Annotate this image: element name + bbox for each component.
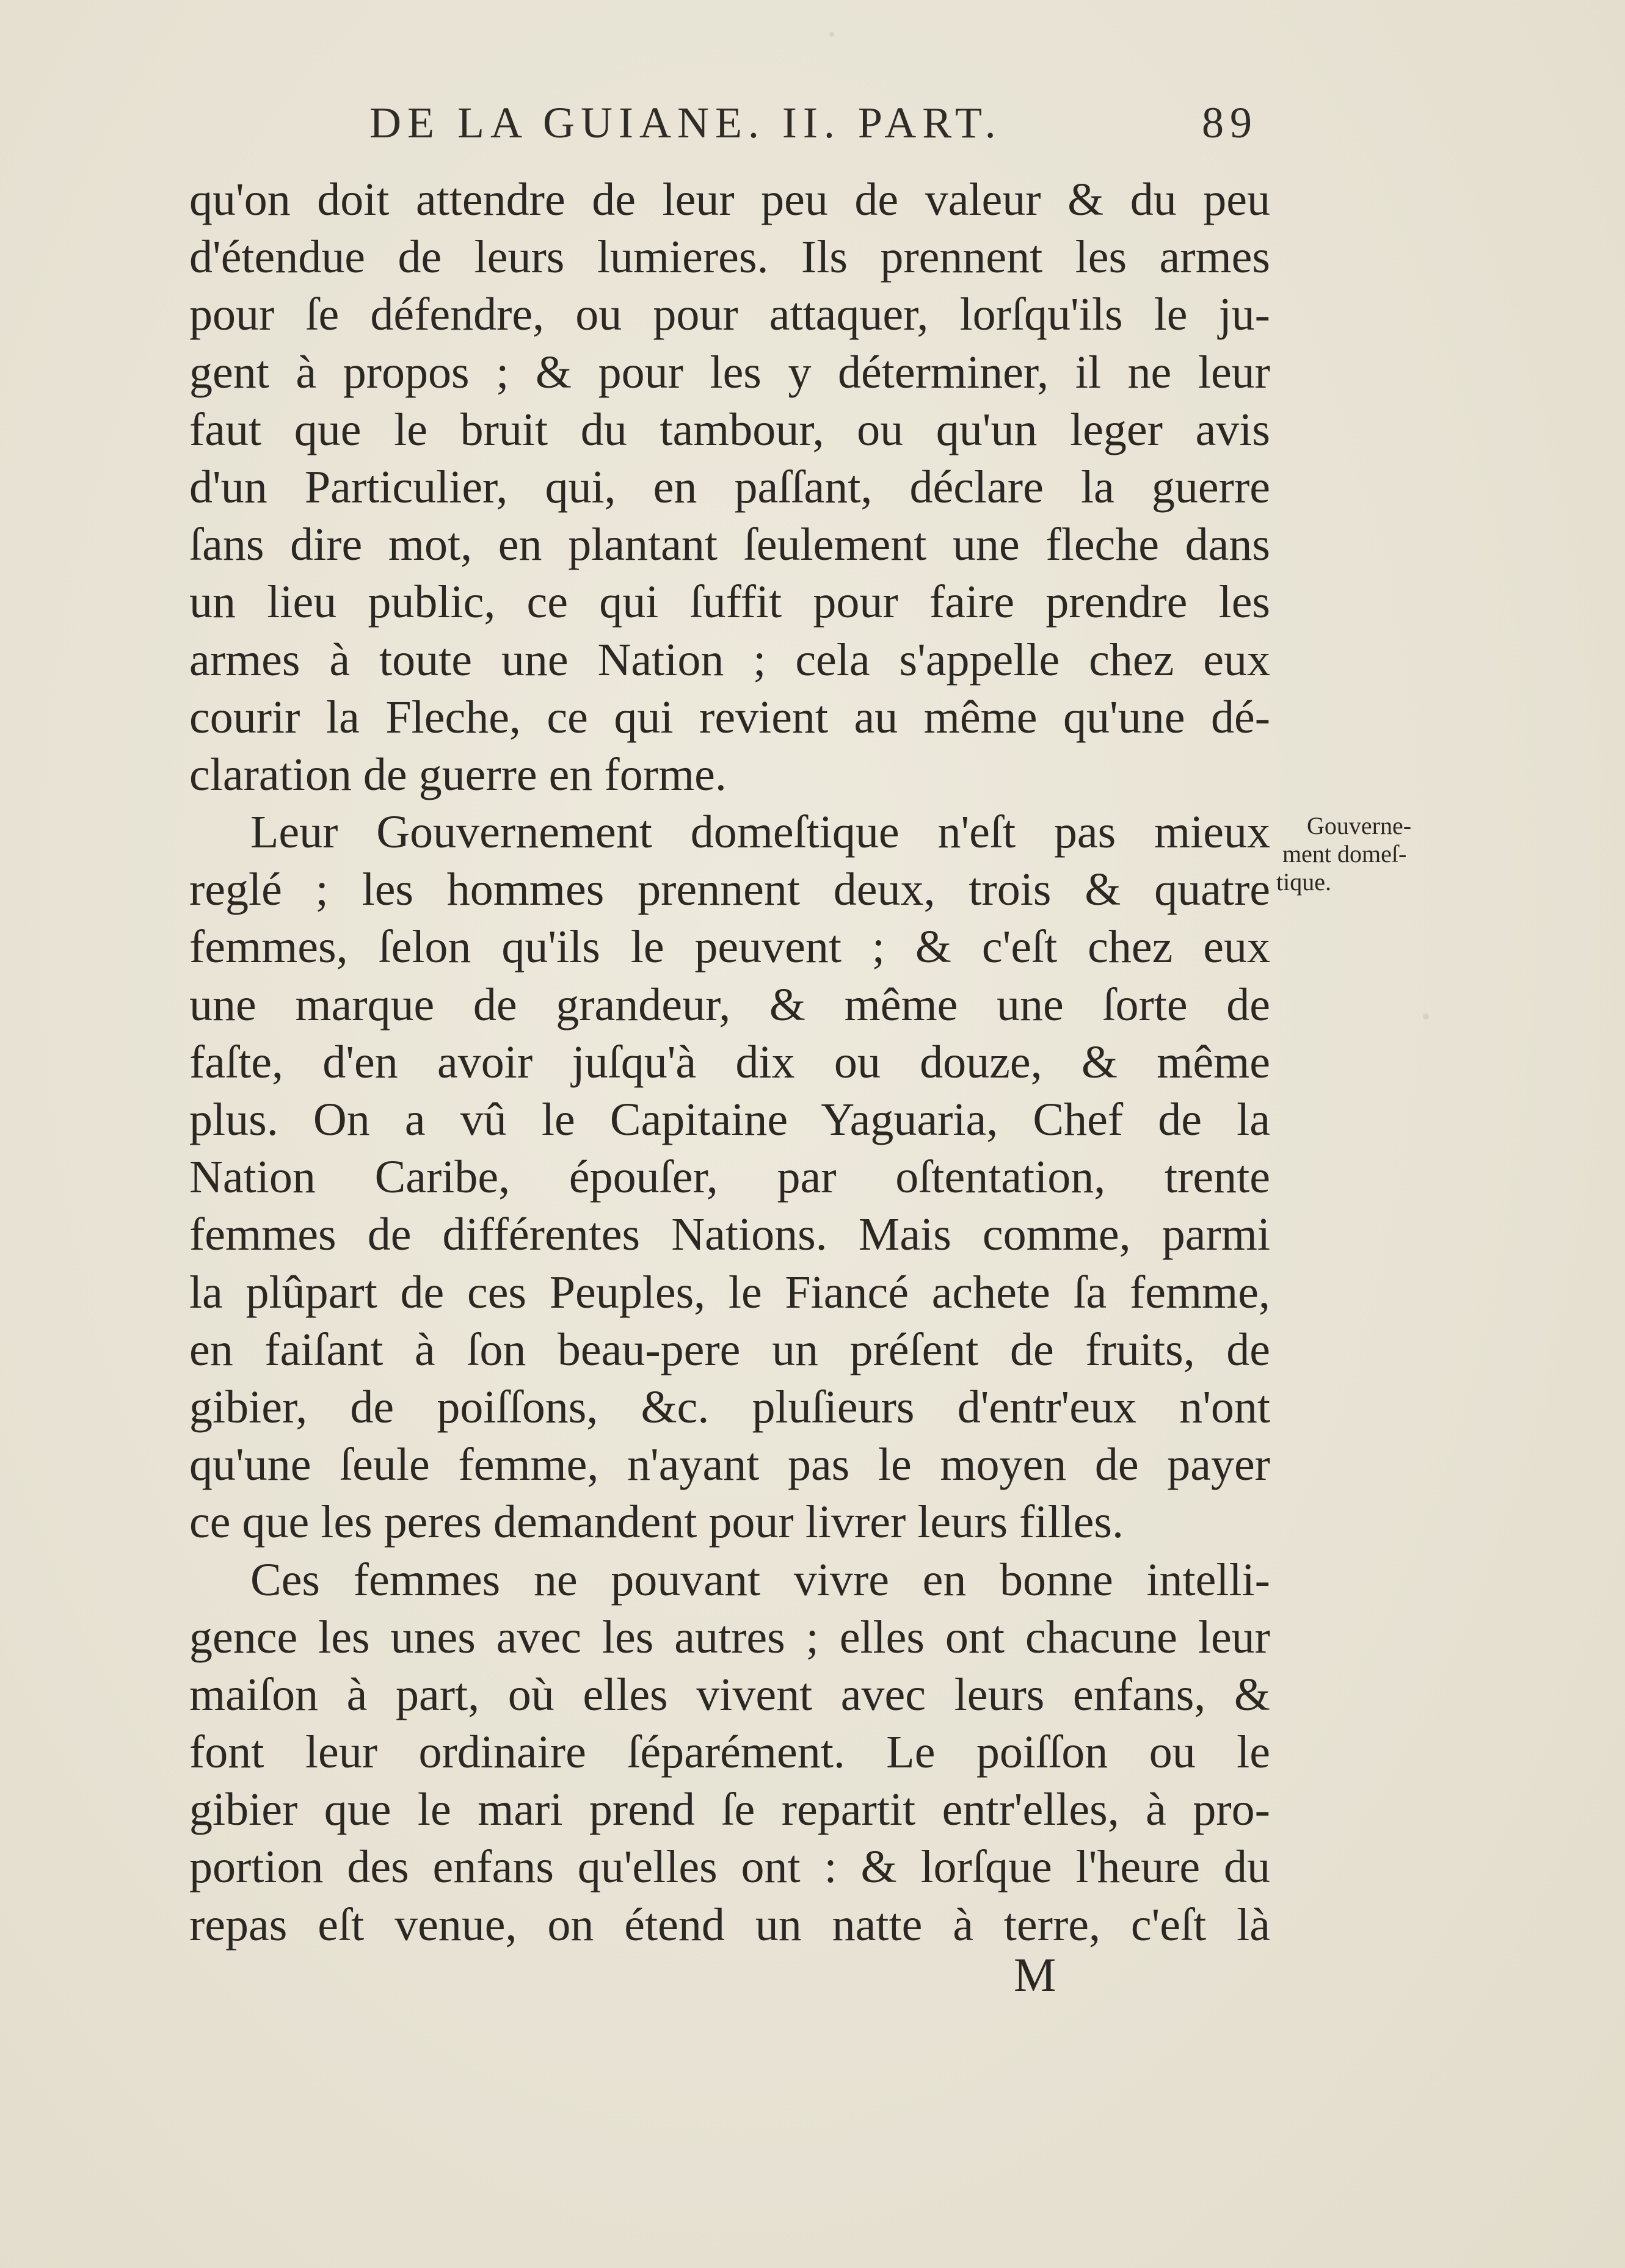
paragraph-start-line: Ces femmes ne pouvant vivre en bonne intelli- — [250, 1554, 1270, 1606]
running-header — [369, 98, 1264, 165]
text-line: gibier, de poiſſons, &c. pluſieurs d'entr'eux n'ont — [189, 1381, 1270, 1433]
margin-note-line: tique. — [1276, 868, 1331, 896]
text-line: femmes de différentes Nations. Mais comme, parmi — [189, 1209, 1270, 1261]
margin-note — [1276, 812, 1466, 896]
margin-note-line: Gouverne- — [1307, 812, 1412, 839]
text-line: maiſon à part, où elles vivent avec leurs enfans, & — [189, 1668, 1270, 1720]
text-line: reglé ; les hommes prennent deux, trois & quatre — [189, 864, 1270, 916]
text-line: armes à toute une Nation ; cela s'appelle chez eux — [189, 634, 1270, 686]
text-line: qu'on doit attendre de leur peu de valeur & du peu — [189, 174, 1270, 225]
text-line: faſte, d'en avoir juſqu'à dix ou douze, & même — [189, 1036, 1270, 1088]
paper-spot — [829, 32, 834, 37]
text-line: une marque de grandeur, & même une ſorte de — [189, 979, 1270, 1031]
text-line: gibier que le mari prend ſe repartit entr'elles, à pro- — [189, 1784, 1270, 1836]
text-line: pour ſe défendre, ou pour attaquer, lorſqu'ils le ju- — [189, 289, 1270, 341]
text-line: gent à propos ; & pour les y déterminer, il ne leur — [189, 346, 1270, 398]
text-line: faut que le bruit du tambour, ou qu'un leger avis — [189, 404, 1270, 455]
paper-spot — [1423, 1013, 1429, 1020]
text-line: qu'une ſeule femme, n'ayant pas le moyen de payer — [189, 1439, 1270, 1491]
signature-mark: M — [1014, 1948, 1056, 2001]
page-number: 89 — [1202, 98, 1258, 147]
text-line: d'un Particulier, qui, en paſſant, déclare la guerre — [189, 461, 1270, 513]
text-line: plus. On a vû le Capitaine Yaguaria, Chef de la — [189, 1094, 1270, 1145]
text-line: d'étendue de leurs lumieres. Ils prennent les armes — [189, 231, 1270, 283]
text-line: ſans dire mot, en plantant ſeulement une fleche dans — [189, 519, 1270, 571]
paragraph-start-line: Leur Gouvernement domeſtique n'eſt pas mieux — [250, 806, 1270, 858]
text-line: la plûpart de ces Peuples, le Fiancé achete ſa femme, — [189, 1266, 1270, 1318]
text-line: Nation Caribe, épouſer, par oſtentation, trente — [189, 1151, 1270, 1203]
text-line: portion des enfans qu'elles ont : & lorſque l'heure du — [189, 1841, 1270, 1893]
text-line: claration de guerre en forme. — [189, 748, 727, 800]
text-line: courir la Fleche, ce qui revient au même qu'une dé- — [189, 691, 1270, 743]
text-line: femmes, ſelon qu'ils le peuvent ; & c'eſt chez eux — [189, 921, 1270, 973]
text-line: font leur ordinaire ſéparément. Le poiſſon ou le — [189, 1726, 1270, 1778]
text-line: gence les unes avec les autres ; elles ont chacune leur — [189, 1611, 1270, 1663]
margin-note-line: ment domeſ- — [1282, 840, 1407, 868]
text-line: repas eſt venue, on étend un natte à terre, c'eſt là — [189, 1899, 1270, 1951]
running-title: DE LA GUIANE. II. PART. — [369, 98, 1002, 147]
body-text — [189, 171, 1270, 1954]
text-line: ce que les peres demandent pour livrer leurs filles. — [189, 1496, 1124, 1548]
text-line: un lieu public, ce qui ſuffit pour faire prendre les — [189, 576, 1270, 628]
text-line: en faiſant à ſon beau-pere un préſent de fruits, de — [189, 1324, 1270, 1375]
